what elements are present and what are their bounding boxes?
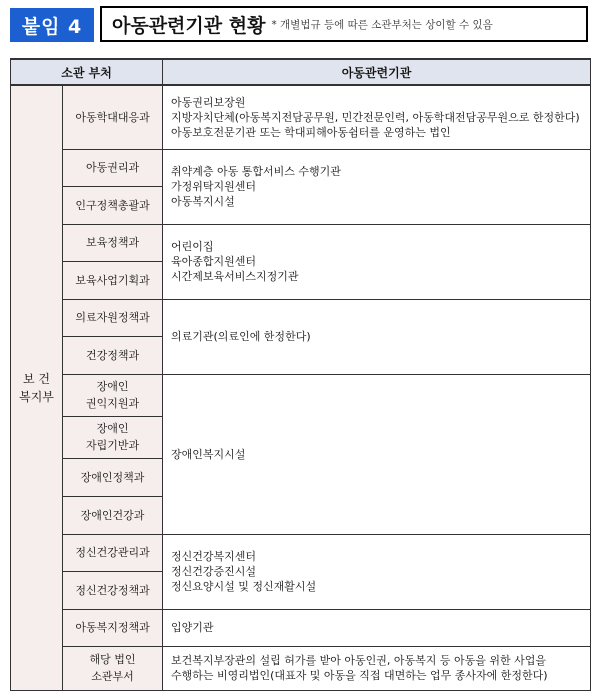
- institution-group: [163, 646, 591, 690]
- institution-line: 입양기관: [171, 621, 214, 634]
- institution-line: 아동권리보장원: [171, 95, 246, 109]
- dept-cell: 인구정책총괄과: [63, 186, 163, 224]
- institution-group: [163, 609, 591, 646]
- institution-line: 지방자치단체(아동복지전담공무원, 민간전문인력, 아동학대전담공무원으로 한정한다): [171, 110, 580, 124]
- dept-cell: 보육정책과: [63, 224, 163, 261]
- institution-line: 아동복지시설: [171, 195, 235, 208]
- dept-cell: 정신건강관리과: [63, 534, 163, 571]
- institution-line: 시간제보육서비스지정기관: [171, 270, 299, 283]
- dept-cell: 장애인 자립기반과: [63, 416, 163, 458]
- institution-line: 보건복지부장관의 설립 허가를 받아 아동인권, 아동복지 등 아동을 위한 사업을: [171, 654, 547, 667]
- institution-group: [163, 534, 591, 609]
- institution-line: 어린이집: [171, 240, 214, 253]
- institution-line: 정신건강증진시설: [171, 565, 257, 578]
- institutions-table: [10, 58, 591, 691]
- institution-group: [163, 224, 591, 299]
- institution-line: 아동보호전문기관 또는 학대피해아동쉼터를 운영하는 법인: [171, 125, 451, 139]
- dept-cell: 정신건강정책과: [63, 571, 163, 609]
- ministry-cell: 보 건 복지부: [11, 85, 63, 690]
- dept-cell: 장애인건강과: [63, 496, 163, 534]
- institution-line: 정신요양시설 및 정신재활시설: [171, 580, 317, 593]
- institution-group: [163, 299, 591, 374]
- dept-cell: 장애인 권익지원과: [63, 374, 163, 416]
- dept-cell: 의료자원정책과: [63, 299, 163, 336]
- attachment-badge: 붙임 4: [10, 8, 94, 42]
- dept-cell: 아동복지정책과: [63, 609, 163, 646]
- page-title: 아동관련기관 현황: [112, 14, 266, 37]
- header-institutions: 아동관련기관: [163, 59, 591, 85]
- institution-line: 의료기관(의료인에 한정한다): [171, 330, 311, 343]
- title-box: [100, 6, 588, 42]
- dept-cell: 건강정책과: [63, 336, 163, 374]
- page-header: [10, 6, 590, 46]
- dept-cell: 해당 법인 소관부서: [63, 646, 163, 690]
- dept-cell: 장애인정책과: [63, 458, 163, 496]
- institution-group: [163, 374, 591, 534]
- institution-line: 정신건강복지센터: [171, 550, 257, 563]
- title-note: * 개별법규 등에 따른 소관부처는 상이할 수 있음: [271, 18, 493, 31]
- header-ministry-dept: 소관 부처: [11, 59, 163, 85]
- dept-cell: 아동학대대응과: [63, 85, 163, 149]
- institution-line: 육아종합지원센터: [171, 255, 257, 268]
- institution-line: 장애인복지시설: [171, 447, 246, 461]
- dept-cell: 보육사업기획과: [63, 261, 163, 299]
- institution-group: [163, 149, 591, 224]
- institution-line: 취약계층 아동 통합서비스 수행기관: [171, 165, 341, 178]
- dept-cell: 아동권리과: [63, 149, 163, 186]
- institution-line: 수행하는 비영리법인(대표자 및 아동을 직접 대면하는 업무 종사자에 한정한다): [171, 669, 548, 682]
- institution-line: 가정위탁지원센터: [171, 180, 257, 193]
- institution-group: [163, 85, 591, 149]
